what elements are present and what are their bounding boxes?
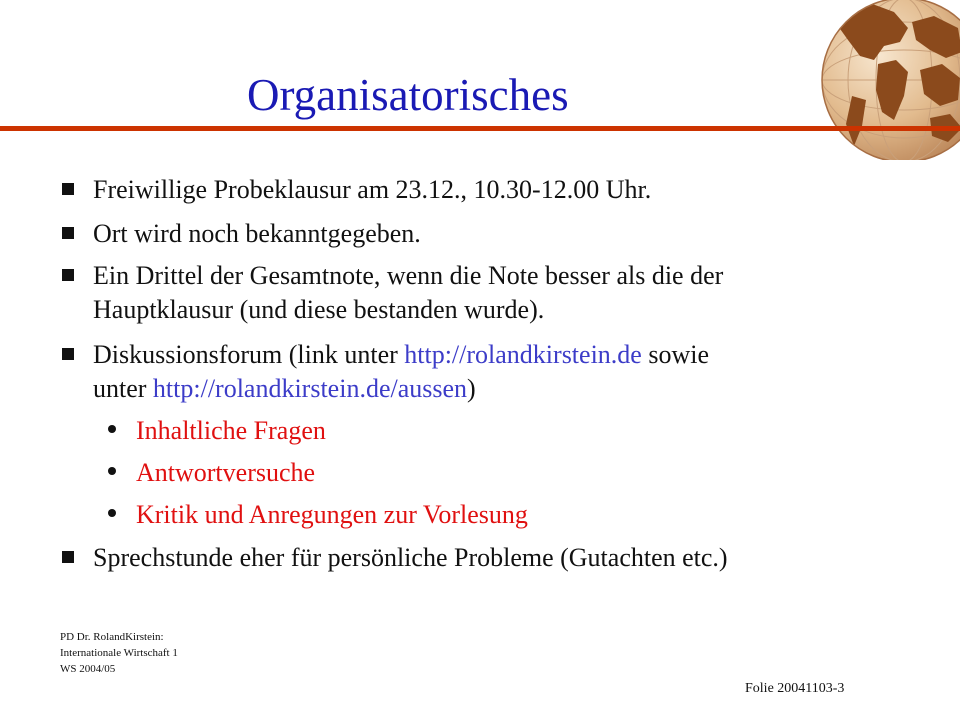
footer-author: PD Dr. RolandKirstein:: [60, 631, 164, 643]
sub-bullet-text: Antwortversuche: [136, 458, 316, 487]
footer-info: [60, 629, 178, 677]
square-bullet-icon: [62, 183, 74, 195]
sub-bullet-text: Inhaltliche Fragen: [136, 416, 326, 445]
forum-link-aussen[interactable]: http://rolandkirstein.de/aussen: [152, 374, 468, 403]
forum-link[interactable]: http://rolandkirstein.de: [404, 340, 642, 369]
bullet-text-line: Hauptklausur (und diese bestanden wurde).: [93, 295, 545, 324]
bullet-text-line: Ein Drittel der Gesamtnote, wenn die Note besser als die der: [93, 261, 724, 290]
bullet-text-segment: sowie: [641, 340, 710, 369]
bullet-text: Sprechstunde eher für persönliche Probleme (Gutachten etc.): [93, 543, 728, 572]
square-bullet-icon: [62, 348, 74, 360]
bullet-text-segment: Diskussionsforum (link unter: [93, 340, 405, 369]
round-bullet-icon: [108, 467, 116, 475]
bullet-text-line: [93, 337, 709, 372]
bullet-text: Ort wird noch bekanntgegeben.: [93, 219, 421, 248]
sub-bullet-text: Kritik und Anregungen zur Vorlesung: [136, 500, 528, 529]
bullet-text-segment: unter: [93, 374, 153, 403]
square-bullet-icon: [62, 269, 74, 281]
slide-title: Organisatorisches: [247, 70, 569, 120]
bullet-text-segment: ): [467, 374, 476, 403]
slide-number: Folie 20041103-3: [745, 681, 845, 696]
bullet-text: Freiwillige Probeklausur am 23.12., 10.30-12.00 Uhr.: [93, 175, 652, 204]
square-bullet-icon: [62, 551, 74, 563]
round-bullet-icon: [108, 425, 116, 433]
footer-course: Internationale Wirtschaft 1: [60, 647, 178, 659]
bullet-text-line: [93, 371, 476, 406]
footer-semester: WS 2004/05: [60, 663, 116, 675]
round-bullet-icon: [108, 509, 116, 517]
square-bullet-icon: [62, 227, 74, 239]
